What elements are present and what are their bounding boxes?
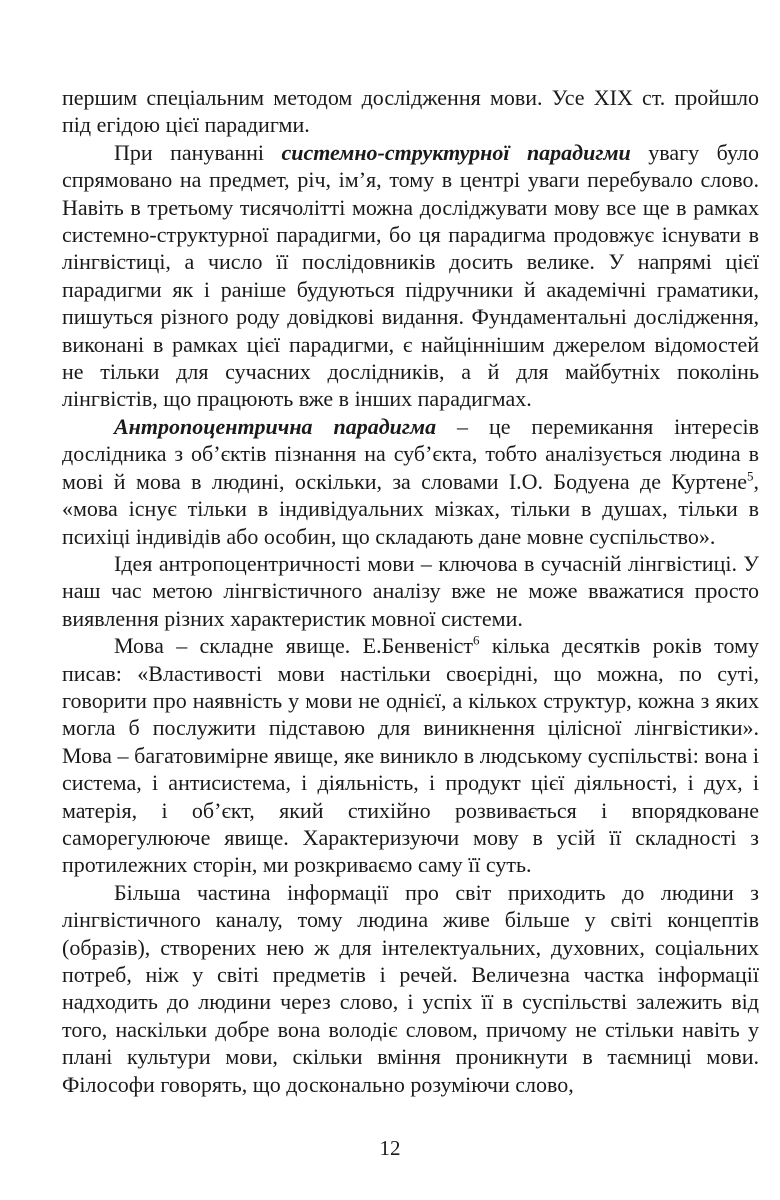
paragraph-2 xyxy=(62,139,759,413)
paragraph-text: першим спеціальним методом дослідження мови. Усе XIX ст. пройшло під егідою цієї парадигми. xyxy=(62,85,759,138)
paragraph-text: , «мова існує тільки в індивідуальних мізках, тільки в душах, тільки в психіці індивідів або особин, що складають дане мовне суспільство». xyxy=(62,468,759,549)
paragraph-text: увагу було спрямовано на предмет, річ, ім’я, тому в центрі уваги перебувало слово. Навіть в третьому тисячолітті можна досліджувати мову все ще в рамках системно-структурної парадигми, бо ця парадигма продовжує існувати в лінгвістиці, а число її послідовників досить велике. У напрямі цієї парадигми як і раніше будуються підручники й академічні граматики, пишуться різного роду довідкові видання. Фундаментальні дослідження, виконані в рамках цієї парадигми, є найціннішим джерелом відомостей не тільки для сучасних дослідників, а й для майбутніх поколінь лінгвістів, що працюють вже в інших парадигмах. xyxy=(62,139,759,412)
footnote-marker: 5 xyxy=(747,468,754,484)
paragraph-text: Ідея антропоцентричності мови – ключова в сучасній лінгвістиці. У наш час метою лінгвістичного аналізу вже не може вважатися просто виявлення різних характеристик мовної системи. xyxy=(62,550,759,631)
paragraph-text: кілька десятків років тому писав: «Властивості мови настільки своєрідні, що можна, по суті, говорити про наявність у мови не однієї, а кількох структур, кожна з яких могла б послужити підставою для виникнення цілісної лінгвістики». Мова – багатовимірне явище, яке виникло в людському суспільстві: вона і система, і антисистема, і діяльність, і продукт цієї діяльності, і дух, і матерія, і об’єкт, який стихійно розвивається і впорядковане саморегулююче явище. Характеризуючи мову в усій її складності з протилежних сторін, ми розкриваємо саму її суть. xyxy=(62,633,760,878)
emphasized-term: системно-структурної парадигми xyxy=(281,139,631,165)
page-body xyxy=(62,84,759,1098)
paragraph-text: При пануванні xyxy=(114,139,282,165)
paragraph-text: – це перемикання інтересів дослідника з об’єктів пізнання на суб’єкта, тобто аналізується людина в мові й мова в людині, оскільки, за словами І.О. Бодуена де Куртене xyxy=(62,413,759,494)
paragraph-4 xyxy=(62,550,759,632)
page-number: 12 xyxy=(379,1136,401,1160)
paragraph-5 xyxy=(62,632,759,879)
paragraph-text: Більша частина інформації про світ приходить до людини з лінгвістичного каналу, тому людина живе більше у світі концептів (образів), створених нею ж для інтелектуальних, духовних, соціальних потреб, ніж у світі предметів і речей. Величезна частка інформації надходить до людини через слово, і успіх її в суспільстві залежить від того, наскільки добре вона володіє словом, причому не стільки навіть у плані культури мови, скільки вміння проникнути в таємниці мови. Філософи говорять, що досконально розуміючи слово, xyxy=(62,879,759,1097)
paragraph-text: Мова – складне явище. Е.Бенвеніст xyxy=(114,633,474,659)
paragraph-6 xyxy=(62,879,759,1098)
paragraph-3 xyxy=(62,413,759,550)
paragraph-1 xyxy=(62,84,759,139)
footnote-marker: 6 xyxy=(473,632,480,648)
emphasized-term: Антропоцентрична парадигма xyxy=(114,413,437,439)
